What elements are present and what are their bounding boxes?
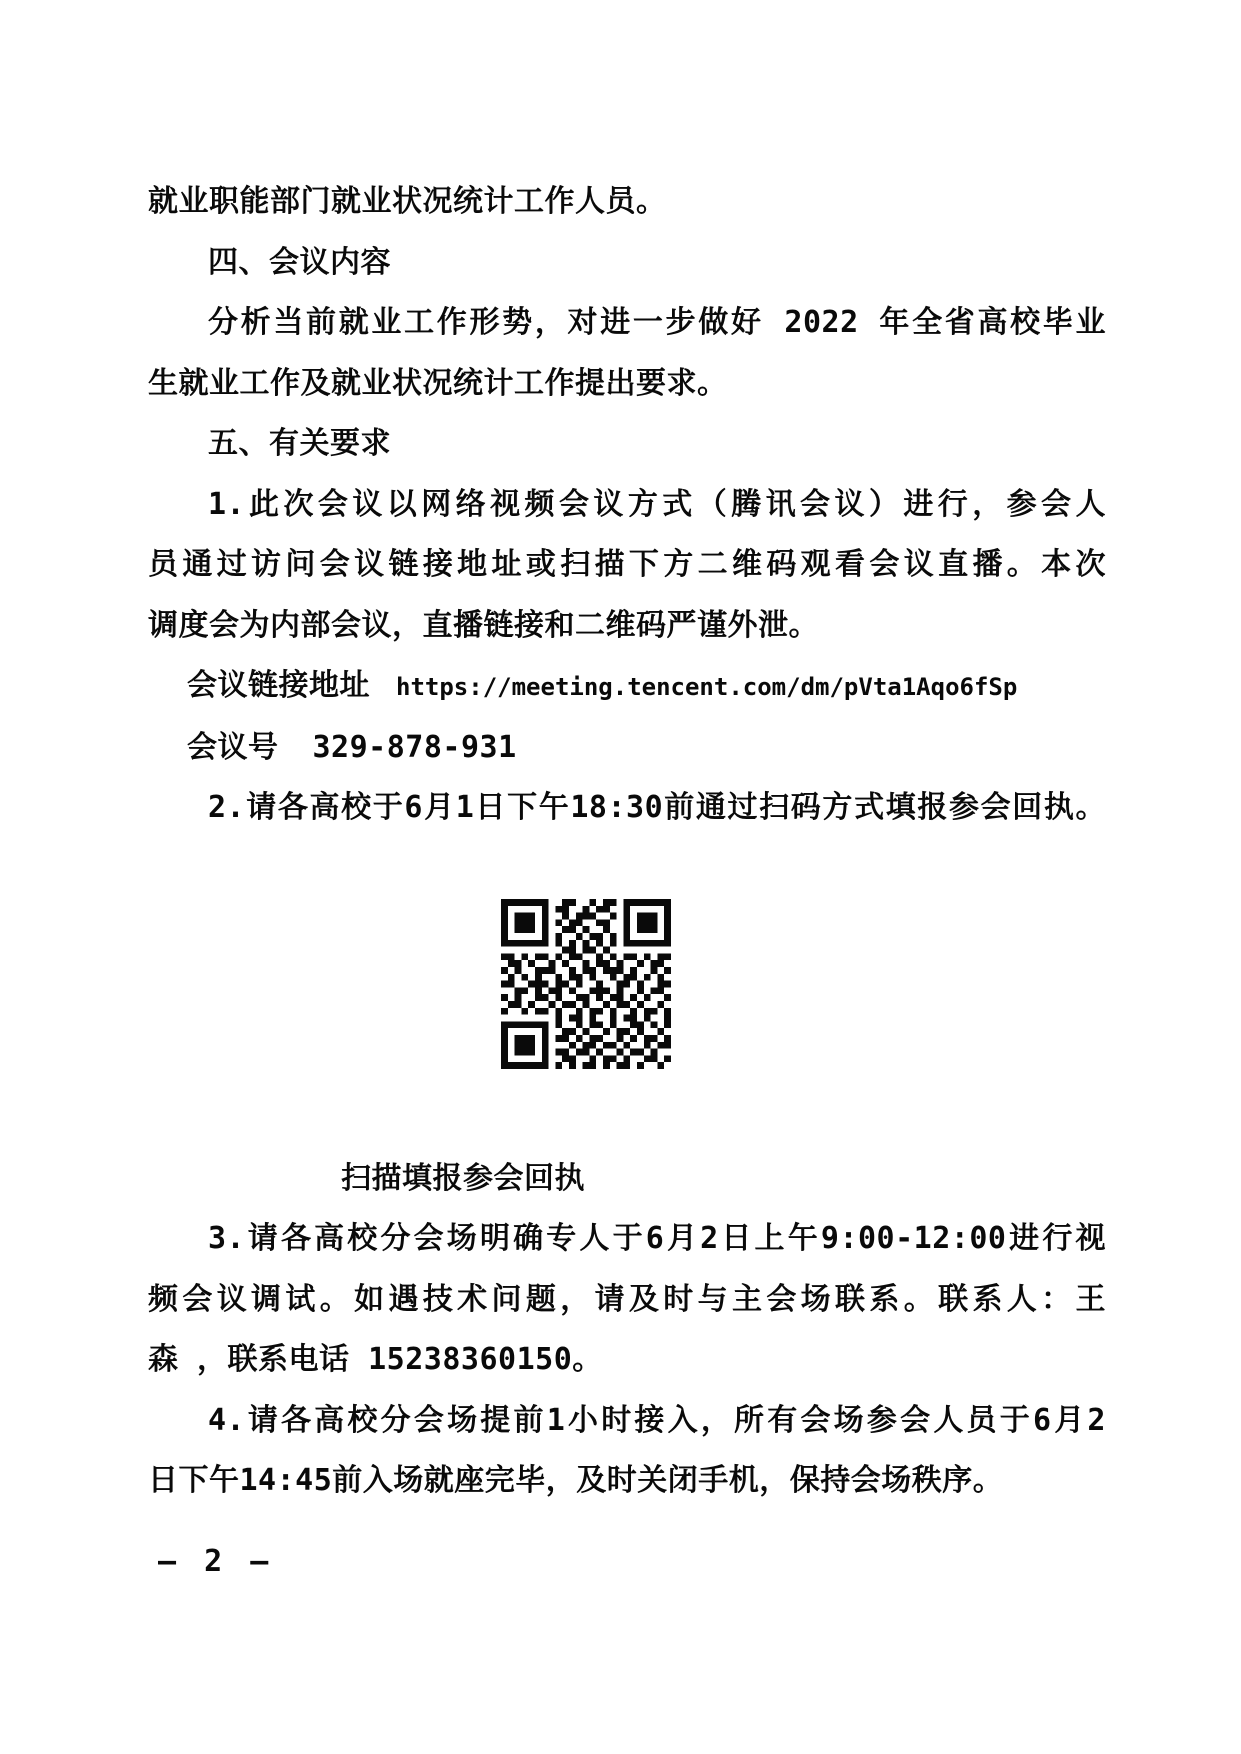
requirement1-line2: 员通过访问会议链接地址或扫描下方二维码观看会议直播。本次: [148, 547, 1106, 582]
page-number: — 2 —: [158, 1544, 274, 1579]
meeting-number-line: [148, 718, 1106, 779]
section4-heading: 四、会议内容: [208, 244, 391, 280]
meeting-link-label: 会议链接地址: [187, 668, 370, 703]
section4-paragraph-line1: 分析当前就业工作形势，对进一步做好 2022 年全省高校毕业: [208, 305, 1106, 340]
requirement3-line2: 频会议调试。如遇技术问题，请及时与主会场联系。联系人：王: [148, 1281, 1106, 1317]
document-body: [148, 172, 1106, 1512]
section5-heading: 五、有关要求: [208, 426, 391, 461]
meeting-link-line: [148, 656, 1106, 718]
requirement1-line3: 调度会为内部会议，直播链接和二维码严谨外泄。: [148, 607, 819, 643]
meeting-number-value: 329-878-931: [312, 729, 517, 765]
qr-caption: 扫描填报参会回执: [341, 1160, 585, 1196]
meeting-number-label: 会议号: [187, 729, 279, 765]
paragraph-attendees-tail: 就业职能部门就业状况统计工作人员。: [148, 184, 667, 219]
requirement3-line3: 森 ，联系电话 15238360150。: [148, 1342, 603, 1377]
requirement4-line2: 日下午14:45前入场就座完毕，及时关闭手机，保持会场秩序。: [148, 1463, 1004, 1498]
meeting-link-url[interactable]: https://meeting.tencent.com/dm/pVta1Aqo6fSp: [396, 673, 1018, 701]
requirement4-line1: 4.请各高校分会场提前1小时接入，所有会场参会人员于6月2: [208, 1402, 1106, 1438]
requirement1-line1: 1.此次会议以网络视频会议方式（腾讯会议）进行，参会人: [208, 486, 1106, 522]
section4-paragraph-line2: 生就业工作及就业状况统计工作提出要求。: [148, 365, 728, 401]
requirement2-line: 2.请各高校于6月1日下午18:30前通过扫码方式填报参会回执。: [208, 790, 1106, 825]
qr-code: [495, 899, 677, 1069]
requirement3-line1: 3.请各高校分会场明确专人于6月2日上午9:00-12:00进行视: [208, 1221, 1106, 1256]
